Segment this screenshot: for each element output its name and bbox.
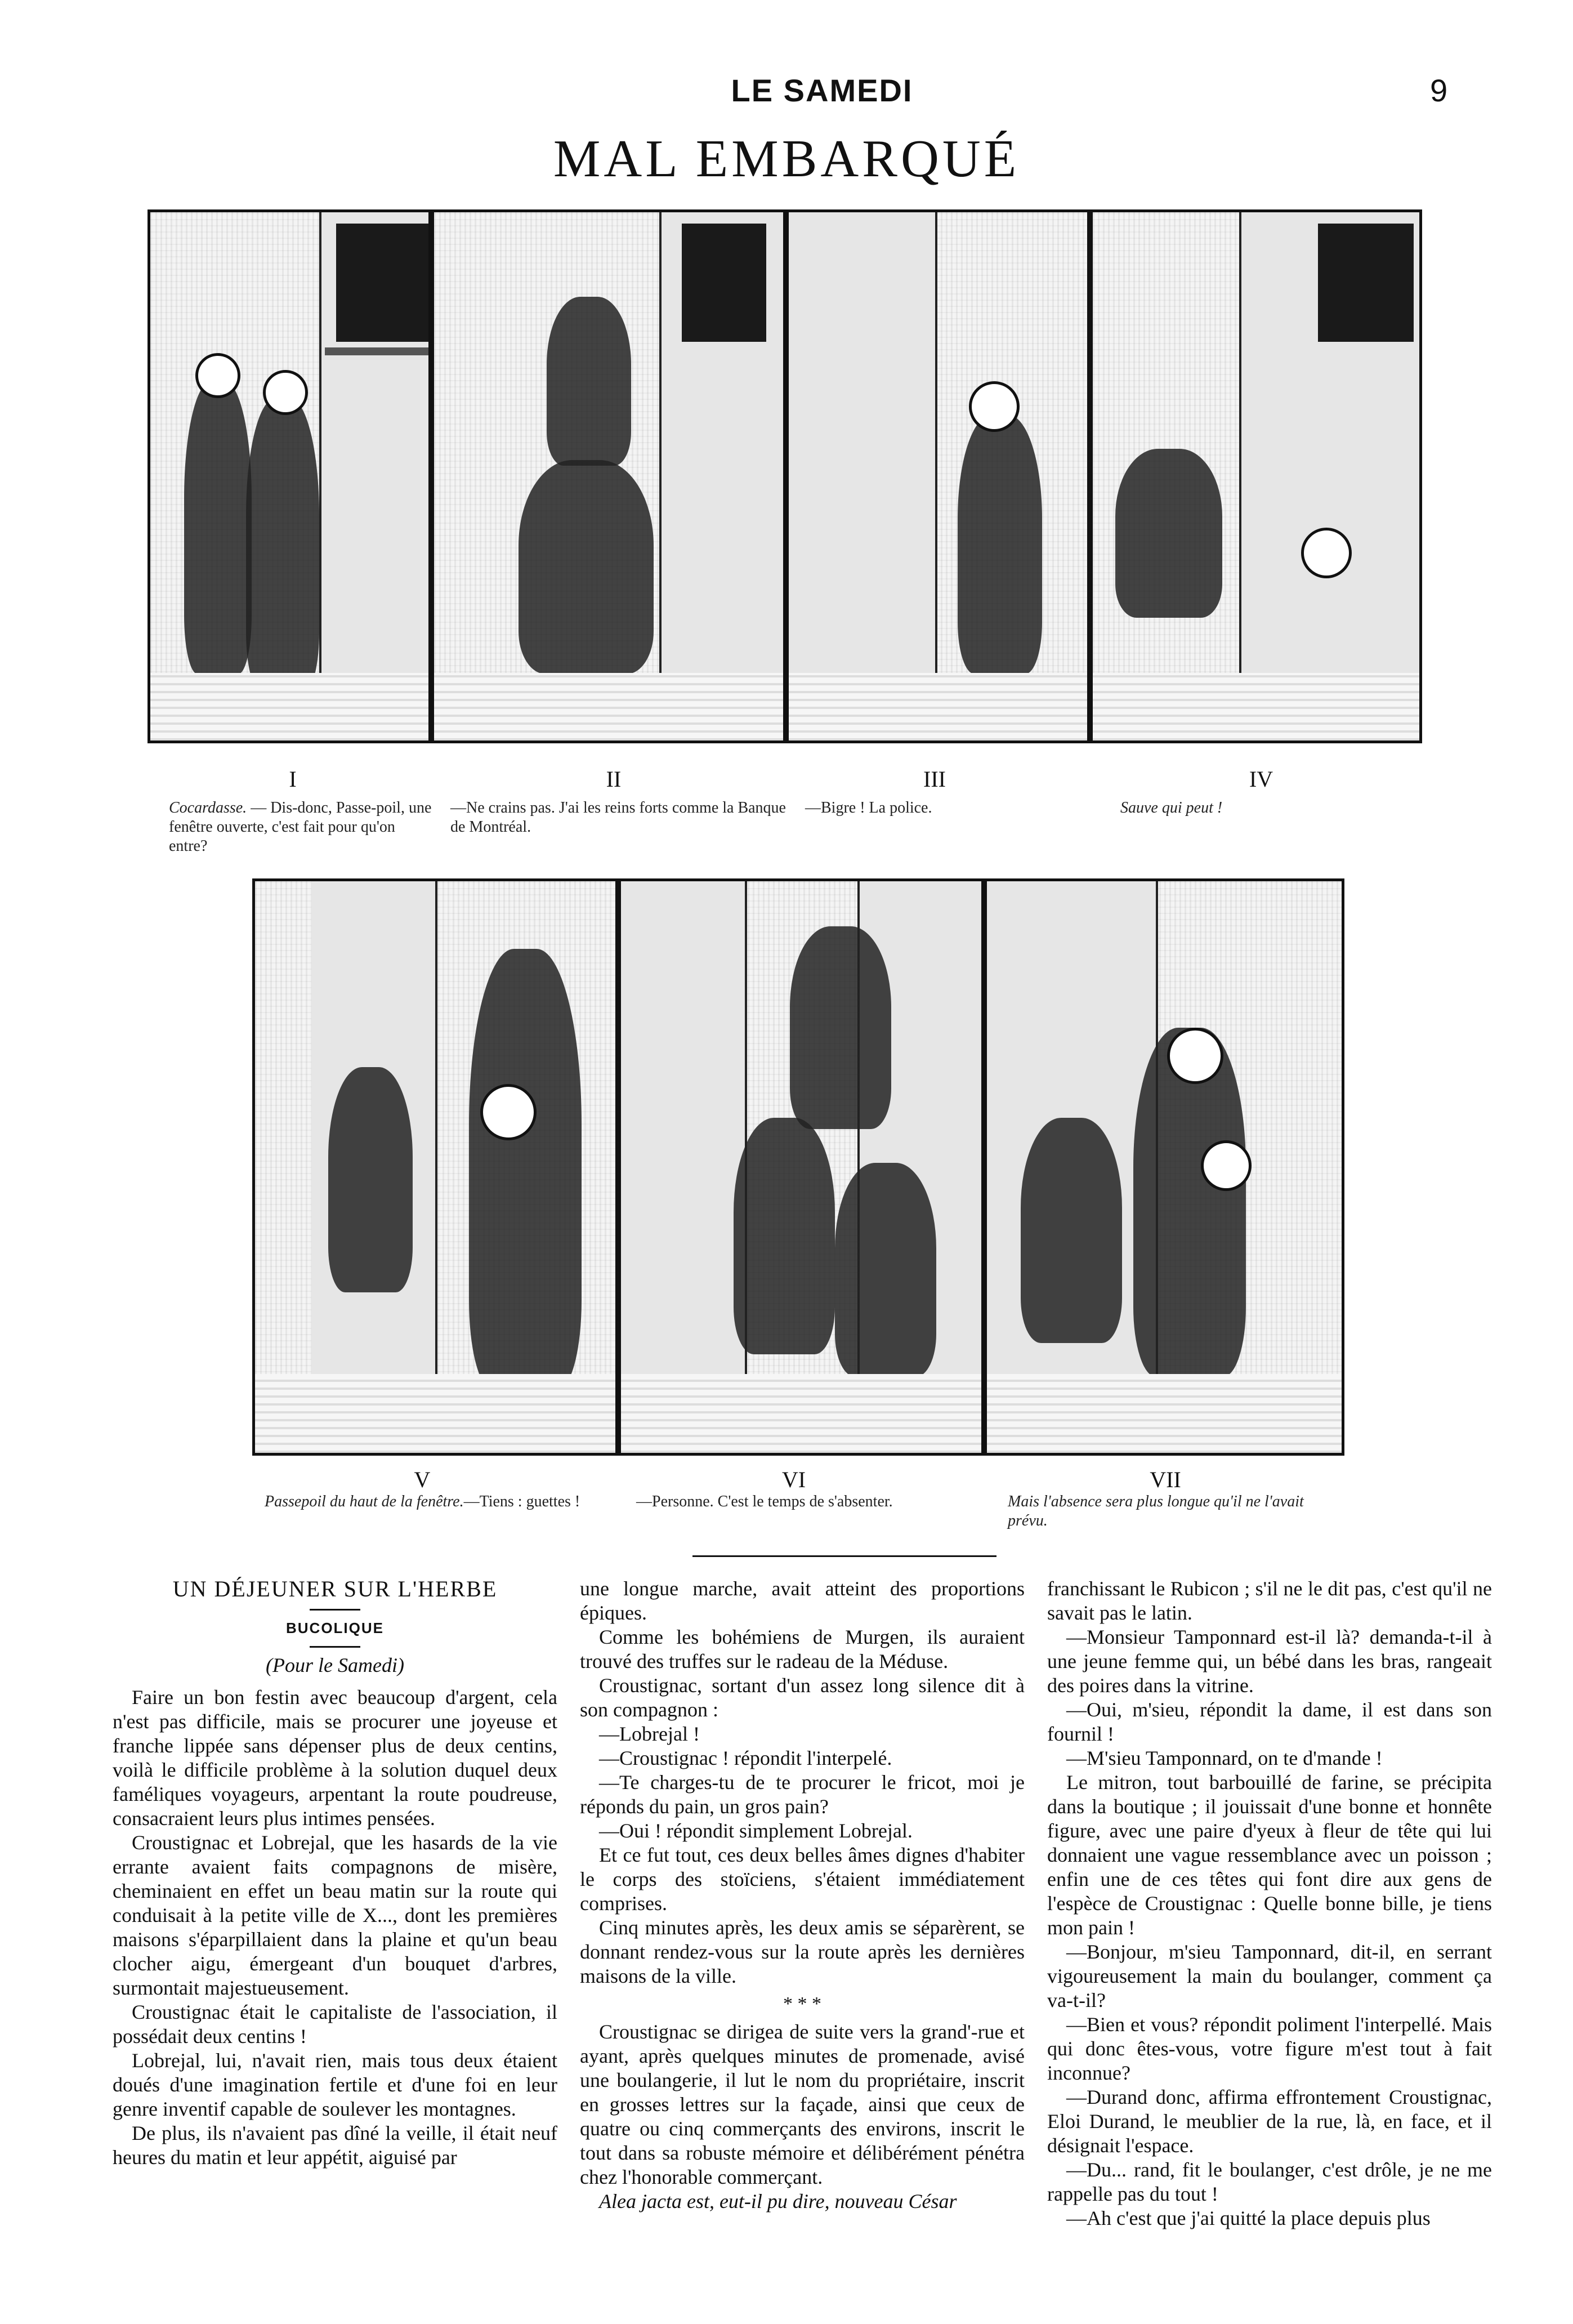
paragraph: De plus, ils n'avaient pas dîné la veille, il était neuf heures du matin et leur appétit, aiguisé par — [113, 2122, 557, 2169]
paragraph: —Ah c'est que j'ai quitté la place depuis plus — [1066, 2207, 1431, 2229]
figure-policeman — [958, 415, 1042, 674]
paragraph: —Bonjour, m'sieu Tamponnard, dit-il, en serrant vigoureusement la main du boulanger, comment ça va-t-il? — [1047, 1941, 1492, 2011]
article-subtitle: BUCOLIQUE — [286, 1620, 384, 1636]
article-column-1 — [113, 1577, 557, 2170]
panel-caption-3: —Bigre ! La police. — [805, 799, 932, 817]
paragraph: Faire un bon festin avec beaucoup d'argent, cela n'est pas difficile, mais se procurer une joyeuse et franche lippée sans dépenser plus de deux centins, voilà le difficile problème à la solution duquel deux faméliques voyageurs, arpentant la route poudreuse, consacraient leurs plus intimes pensées. — [113, 1686, 557, 1830]
article-column-3 — [1047, 1577, 1492, 2231]
paragraph: Croustignac et Lobrejal, que les hasards de la vie errante avaient faits compagnons de misère, cheminaient en effet un beau matin sur la route qui conduisait à la petite ville de X..., dont les premières maisons s'éparpillaient dans la plaine et qu'un beau clocher aigu, émergeant d'un bouquet d'arbres, surmontait majestueusement. — [113, 1831, 557, 1999]
figure-cocardasse-crouching — [328, 1067, 413, 1292]
paragraph: —Croustignac ! répondit l'interpelé. — [599, 1747, 892, 1769]
paragraph: —Lobrejal ! — [599, 1723, 700, 1745]
figure-policeman-grab — [1021, 1118, 1122, 1343]
figure-lookout — [734, 1118, 835, 1354]
panel-numeral-7: VII — [1150, 1467, 1181, 1492]
article-byline: (Pour le Samedi) — [266, 1654, 404, 1676]
paragraph: Alea jacta est, eut-il pu dire, nouveau César — [599, 2190, 957, 2213]
paragraph: Croustignac était le capitaliste de l'association, il possédait deux centins ! — [113, 2001, 557, 2048]
paragraph: —Te charges-tu de te procurer le fricot, moi je réponds du pain, un gros pain? — [580, 1771, 1025, 1818]
panel-caption-6: —Personne. C'est le temps de s'absenter. — [636, 1493, 893, 1510]
comic-panel-4 — [1090, 209, 1422, 743]
comic-panel-7 — [984, 878, 1344, 1456]
paragraph: —Oui ! répondit simplement Lobrejal. — [599, 1819, 913, 1842]
comic-panel-5 — [252, 878, 618, 1456]
paragraph: Le mitron, tout barbouillé de farine, se précipita dans la boutique ; il jouissait d'une bonne et honnête figure, avec une paire d'yeux à fleur de tête qui lui donnaient une vague ressemblance avec un poisson ; enfin une de ces têtes qui font dire aux gens de l'espèce de Croustignac : Quelle bonne bille, je tiens mon pain ! — [1047, 1771, 1492, 1939]
figure-base — [519, 460, 654, 674]
paragraph: Cinq minutes après, les deux amis se séparèrent, se donnant rendez-vous sur la route après les dernières maisons de la ville. — [580, 1916, 1025, 1987]
comic-panel-1 — [148, 209, 431, 743]
article-title: UN DÉJEUNER SUR L'HERBE — [172, 1576, 498, 1602]
article-column-2 — [580, 1577, 1025, 2214]
figure-cocardasse — [184, 381, 252, 674]
comic-panel-3 — [786, 209, 1090, 743]
paragraph: —Durand donc, affirma effrontement Croustignac, Eloi Durand, le meublier de la rue, là, en face, et il désignait l'espace. — [1047, 2086, 1492, 2157]
paragraph: Et ce fut tout, ces deux belles âmes dignes d'habiter le corps des stoïciens, s'étaient immédiatement comprises. — [580, 1844, 1025, 1915]
panel-caption-2: —Ne crains pas. J'ai les reins forts comme la Banque de Montréal. — [450, 799, 786, 836]
panel-caption-5: Passepoil du haut de la fenêtre.—Tiens : guettes ! — [265, 1493, 580, 1510]
section-stars: * * * — [783, 1993, 821, 2014]
comic-title: MAL EMBARQUÉ — [553, 130, 1020, 188]
panel-numeral-3: III — [923, 766, 946, 792]
paragraph: Croustignac se dirigea de suite vers la grand'-rue et ayant, après quelques minutes de promenade, avisé une boulangerie, il lut le nom du propriétaire, inscrit en grosses lettres sur la façade, ainsi que ceux de quatre ou cinq commerçants des environs, inscrit le tout dans sa robuste mémoire et délibérément pénétra chez l'honorable commerçant. — [580, 2020, 1025, 2188]
panel-caption-7: Mais l'absence sera plus longue qu'il ne l'avait prévu. — [1008, 1493, 1304, 1529]
panel-numeral-1: I — [289, 766, 297, 792]
comic-panel-2 — [431, 209, 786, 743]
paragraph: —M'sieu Tamponnard, on te d'mande ! — [1066, 1747, 1383, 1769]
panel-numeral-4: IV — [1249, 766, 1273, 792]
section-divider — [692, 1555, 996, 1557]
paragraph: —Bien et vous? répondit poliment l'interpellé. Mais qui donc êtes-vous, votre figure m'est tout à fait inconnue? — [1047, 2013, 1492, 2084]
page-number: 9 — [1430, 73, 1448, 108]
paragraph: une longue marche, avait atteint des proportions épiques. — [580, 1577, 1025, 1624]
figure-climber — [547, 297, 631, 466]
panel-caption-4: Sauve qui peut ! — [1120, 799, 1223, 817]
title-rule — [310, 1609, 360, 1611]
figure-fleeing — [1115, 449, 1222, 618]
figure-passepoil-window — [469, 949, 582, 1388]
panel-caption-1: Cocardasse. — Dis-donc, Passe-poil, une fenêtre ouverte, c'est fait pour qu'on entre? — [169, 799, 432, 855]
panel-numeral-6: VI — [781, 1467, 806, 1492]
figure-crouching — [835, 1163, 936, 1377]
comic-panel-6 — [618, 878, 984, 1456]
figure-hanging — [790, 926, 891, 1129]
paragraph: —Du... rand, fit le boulanger, c'est drôle, je ne me rappelle pas du tout ! — [1047, 2158, 1492, 2205]
paragraph: franchissant le Rubicon ; s'il ne le dit pas, c'est qu'il ne savait pas le latin. — [1047, 1577, 1492, 1624]
panel-numeral-2: II — [606, 766, 622, 792]
paragraph: Lobrejal, lui, n'avait rien, mais tous deux étaient doués d'une imagination fertile et d'une foi en leur genre inventif capable de soulever les montagnes. — [113, 2049, 557, 2120]
journal-title: LE SAMEDI — [731, 73, 913, 108]
paragraph: —Monsieur Tamponnard est-il là? demanda-t-il à une jeune femme qui, un bébé dans les bras, rangeait des poires dans la vitrine. — [1047, 1626, 1492, 1697]
subtitle-rule — [310, 1646, 360, 1648]
paragraph: Croustignac, sortant d'un assez long silence dit à son compagnon : — [580, 1674, 1025, 1721]
figure-passepoil — [246, 398, 319, 691]
paragraph: Comme les bohémiens de Murgen, ils auraient trouvé des truffes sur le radeau de la Méduse. — [580, 1626, 1025, 1672]
paragraph: —Oui, m'sieu, répondit la dame, il est dans son fournil ! — [1047, 1698, 1492, 1745]
panel-numeral-5: V — [414, 1467, 431, 1492]
